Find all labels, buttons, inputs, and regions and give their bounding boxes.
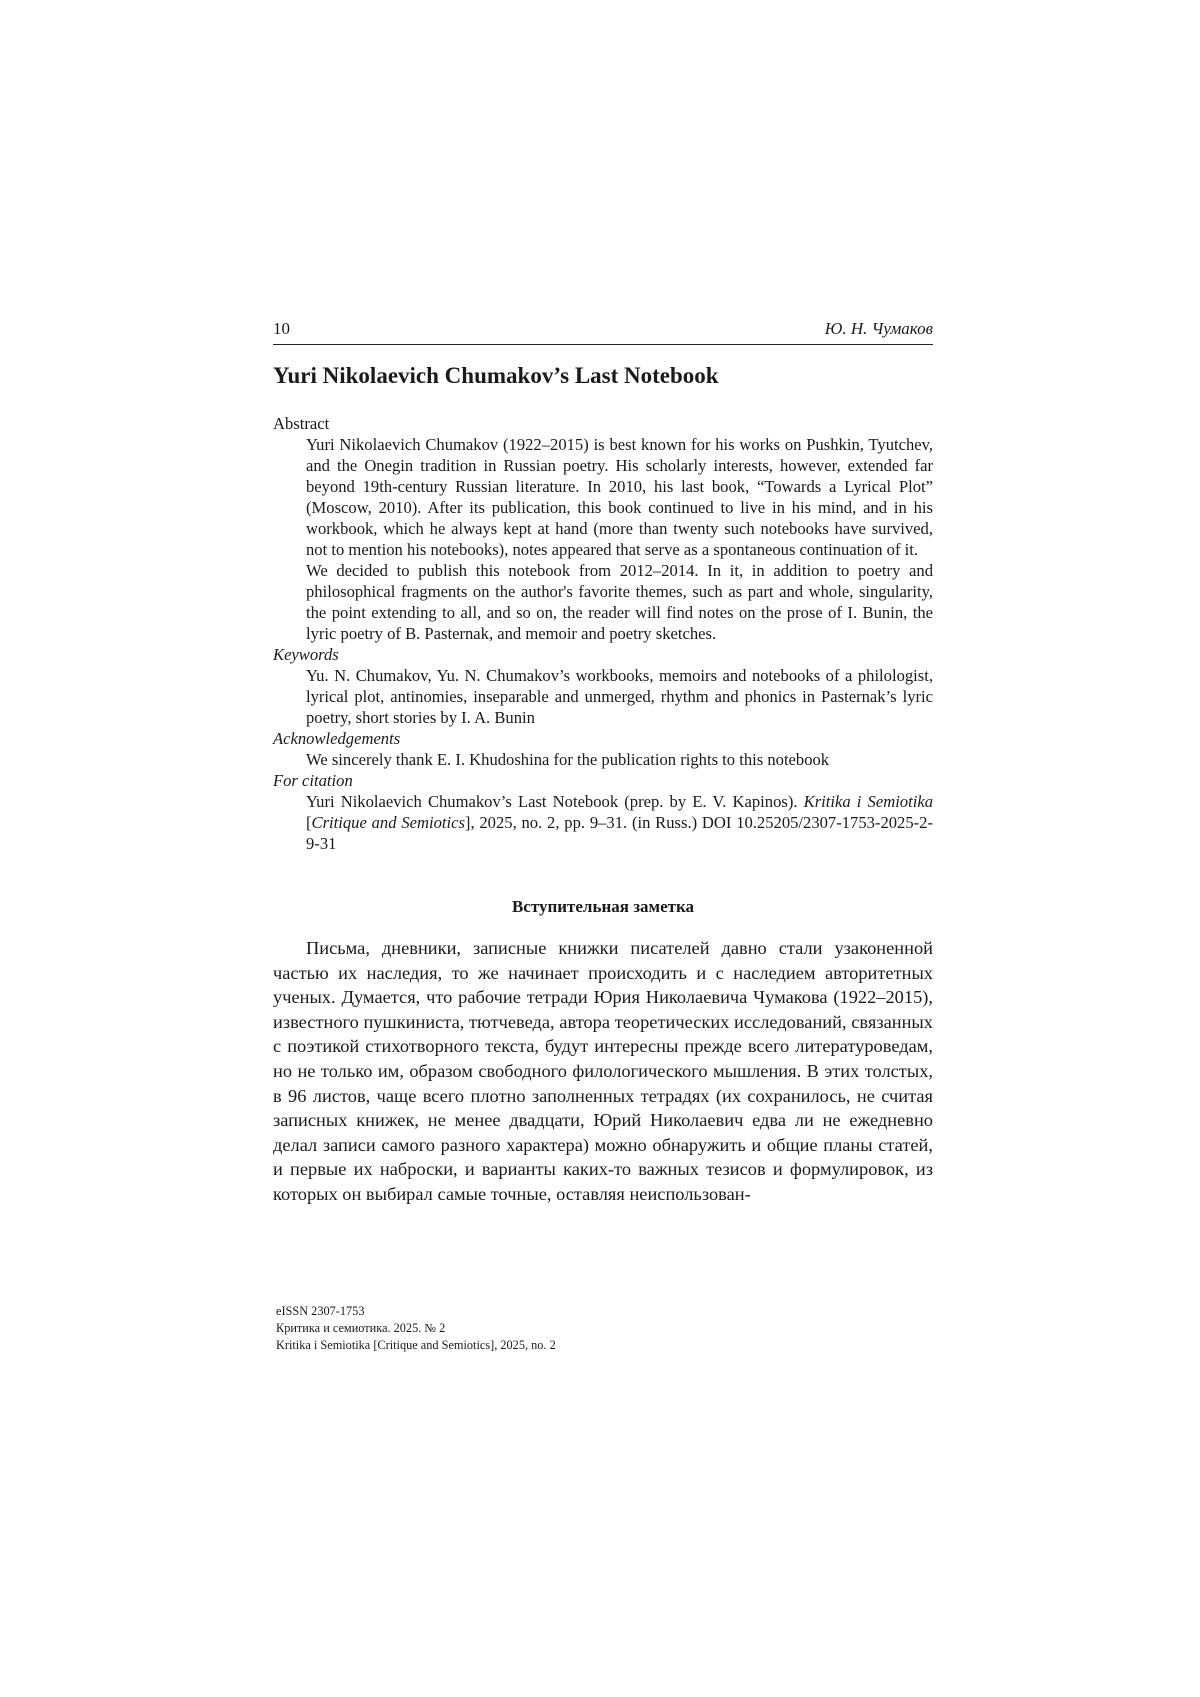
citation-text <box>306 791 933 854</box>
citation-journal: Kritika i Semiotika <box>804 792 933 811</box>
citation-bracket: [ <box>306 813 312 832</box>
citation-suffix: ], 2025, no. 2, pp. 9–31. (in Russ.) DOI 10.25205/2307-1753-2025-2-9-31 <box>306 813 933 853</box>
abstract-paragraph: Yuri Nikolaevich Chumakov (1922–2015) is best known for his works on Pushkin, Tyutchev, and the Onegin tradition in Russian poetry. His scholarly interests, however, extended far beyond 19th-century Russian literature. In 2010, his last book, “Towards a Lyrical Plot” (Moscow, 2010). After its publication, this book continued to live in his mind, and in his workbook, which he always kept at hand (more than twenty such notebooks have survived, not to mention his notebooks), notes appeared that serve as a spontaneous continuation of it. <box>306 434 933 560</box>
article-metadata <box>273 413 933 854</box>
acknowledgements-text: We sincerely thank E. I. Khudoshina for the publication rights to this notebook <box>306 749 933 770</box>
citation-body <box>273 791 933 854</box>
running-author: Ю. Н. Чумаков <box>825 318 933 340</box>
acknowledgements-label: Acknowledgements <box>273 728 933 749</box>
footer-journal-en: Kritika i Semiotika [Critique and Semiotics], 2025, no. 2 <box>276 1337 556 1354</box>
article-page <box>273 318 933 1207</box>
page-number: 10 <box>273 318 290 340</box>
citation-label: For citation <box>273 770 933 791</box>
section-title: Вступительная заметка <box>273 896 933 918</box>
body-paragraph: Письма, дневники, записные книжки писателей давно стали узаконенной частью их наследия, то же начинает происходить и с наследием авторитетных ученых. Думается, что рабочие тетради Юрия Николаевича Чумакова (1922–2015), известного пушкиниста, тютчеведа, автора теоретических исследований, связанных с поэтикой стихотворного текста, будут интересны прежде всего литературоведам, но не только им, образом свободного филологического мышления. В этих толстых, в 96 листов, чаще всего плотно заполненных тетрадях (их сохранилось, не считая записных книжек, не менее двадцати, Юрий Николаевич едва ли не ежедневно делал записи самого разного характера) можно обнаружить и общие планы статей, и первые их наброски, и варианты каких-то важных тезисов и формулировок, из которых он выбирал самые точные, оставляя неиспользован- <box>273 936 933 1207</box>
citation-journal-translation: Critique and Semiotics <box>312 813 465 832</box>
running-header <box>273 318 933 345</box>
article-title: Yuri Nikolaevich Chumakov’s Last Notebook <box>273 361 933 391</box>
footer-journal-ru: Критика и семиотика. 2025. № 2 <box>276 1320 556 1337</box>
footer-issn: eISSN 2307-1753 <box>276 1303 556 1320</box>
section-body <box>273 936 933 1207</box>
citation-prefix: Yuri Nikolaevich Chumakov’s Last Notebook (prep. by E. V. Kapinos). <box>306 792 804 811</box>
acknowledgements-body <box>273 749 933 770</box>
abstract-paragraph: We decided to publish this notebook from 2012–2014. In it, in addition to poetry and philosophical fragments on the author's favorite themes, such as part and whole, singularity, the point extending to all, and so on, the reader will find notes on the prose of I. Bunin, the lyric poetry of B. Pasternak, and memoir and poetry sketches. <box>306 560 933 644</box>
keywords-label: Keywords <box>273 644 933 665</box>
page-footer <box>276 1303 556 1354</box>
keywords-body <box>273 665 933 728</box>
abstract-label: Abstract <box>273 413 933 434</box>
keywords-text: Yu. N. Chumakov, Yu. N. Chumakov’s workbooks, memoirs and notebooks of a philologist, lyrical plot, antinomies, inseparable and unmerged, rhythm and phonics in Pasternak’s lyric poetry, short stories by I. A. Bunin <box>306 665 933 728</box>
abstract-body <box>273 434 933 644</box>
